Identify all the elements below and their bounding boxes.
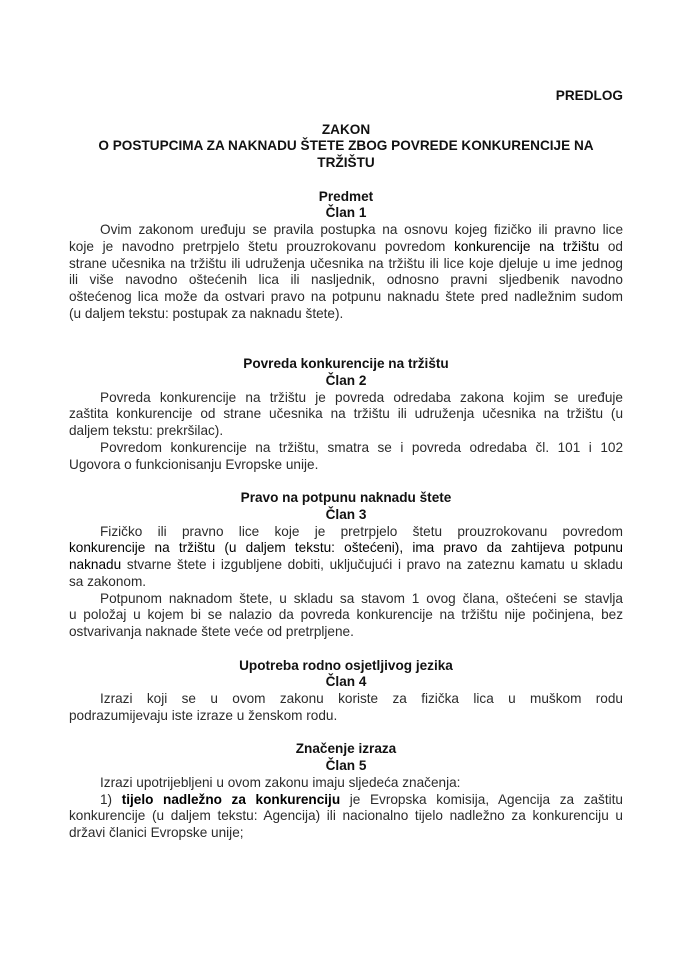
text-line: [69, 624, 623, 641]
text-segment: Izrazi upotrijebljeni u ovom zakonu imaju sljedeća značenja:: [100, 774, 461, 790]
text-line: [69, 457, 623, 474]
article: [69, 741, 623, 842]
text-segment: Povredom konkurencije na tržištu, smatra se i povreda odredaba čl. 101 i 102: [100, 439, 623, 455]
text-segment: Potpunom naknadom štete, u skladu sa stavom 1 ovog člana, oštećeni se stavlja: [100, 590, 623, 606]
text-segment: oštećenog lica može da ostvari pravo na potpunu naknadu štete pred nadležnim sudom: [69, 289, 623, 304]
spacer: [69, 641, 623, 658]
text-line: [69, 557, 623, 574]
text-line: [69, 574, 623, 591]
article-heading: Upotreba rodno osjetljivog jezika: [239, 657, 453, 673]
spacer: [69, 725, 623, 742]
article-number: Član 1: [325, 205, 367, 221]
article: [69, 356, 623, 473]
text-line: [69, 691, 623, 708]
paragraph: [69, 591, 623, 641]
text-line: [69, 423, 623, 440]
article: [69, 189, 623, 323]
text-line: [69, 306, 623, 323]
defined-term: tijelo nadležno za konkurenciju: [121, 791, 341, 807]
text-segment: (u daljem tekstu: postupak za naknadu štete).: [69, 305, 344, 321]
paragraph: [69, 691, 623, 725]
text-segment: ostvarivanja naknade štete veće od pretrpljene.: [69, 624, 354, 639]
text-segment: ili više navodno oštećenih lica ili nasljednik, odnosno pravni sljedbenik navodno: [69, 272, 623, 288]
text-segment: konkurencije (u daljem tekstu: Agencija) ili nacionalno tijelo nadležno za konkurenciju u: [69, 808, 623, 824]
paragraph: [69, 390, 623, 440]
article-number: Član 2: [325, 372, 367, 388]
text-segment: naknadu: [69, 557, 122, 572]
spacer: [69, 473, 623, 490]
article-heading: Značenje izraza: [295, 741, 397, 757]
spacer: [69, 323, 623, 340]
text-line: [69, 289, 623, 306]
spacer: [69, 339, 623, 356]
article-number: Član 5: [325, 758, 367, 773]
text-segment: Ovim zakonom uređuju se pravila postupka na osnovu kojeg fizičko ili pravno lice: [100, 222, 623, 237]
articles: [69, 172, 623, 842]
text-line: [69, 792, 623, 809]
text-line: [69, 256, 623, 273]
law-title-line: TRŽIŠTU: [317, 155, 375, 170]
paragraph: [69, 524, 623, 591]
text-segment: konkurencije na tržištu: [454, 238, 600, 254]
text-segment: podrazumijevaju iste izraze u ženskom rodu.: [69, 707, 338, 723]
paragraph: [69, 775, 623, 792]
article-heading: Predmet: [318, 188, 374, 204]
article: [69, 658, 623, 725]
document-page: [69, 88, 623, 842]
proposal-label: PREDLOG: [555, 88, 623, 103]
text-line: [69, 390, 623, 407]
article: [69, 490, 623, 641]
text-line: [69, 607, 623, 624]
text-segment: u položaj u kojem bi se nalazio da povreda konkurencije na tržištu nije počinjena, bez: [69, 607, 623, 623]
text-line: [69, 524, 623, 541]
text-line: [69, 406, 623, 423]
text-line: [69, 540, 623, 557]
law-title-line: O POSTUPCIMA ZA NAKNADU ŠTETE ZBOG POVREDE KONKURENCIJE NA: [98, 138, 594, 154]
text-segment: stvarne štete i izgubljene dobiti, uključujući i pravo na zateznu kamatu u skladu: [121, 557, 623, 572]
text-segment: od: [599, 238, 623, 254]
text-segment: konkurencije na tržištu (u daljem tekstu: oštećeni), ima pravo da zahtijeva potpunu: [69, 540, 623, 556]
paragraph: [69, 440, 623, 474]
text-line: [69, 708, 623, 725]
text-segment: strane učesnika na tržištu ili udruženja učesnika na tržištu ili lice koje djeluje u ime jednog: [69, 255, 623, 271]
text-line: [69, 440, 623, 457]
article-heading: Povreda konkurencije na tržištu: [243, 356, 449, 371]
law-title-line: ZAKON: [321, 121, 371, 137]
text-segment: je Evropska komisija, Agencija za zaštitu: [340, 791, 623, 807]
text-segment: 1): [100, 791, 122, 807]
text-line: [69, 825, 623, 842]
text-segment: Fizičko ili pravno lice koje je pretrpjelo štetu prouzrokovanu povredom: [100, 523, 623, 539]
text-segment: koje je navodno pretrpjelo štetu prouzrokovanu povredom: [69, 238, 455, 254]
article-number: Član 3: [325, 506, 367, 522]
text-segment: zaštita konkurencije od strane učesnika na tržištu ili udruženja učesnika na tržištu (u: [69, 406, 623, 422]
spacer: [69, 172, 623, 189]
text-line: [69, 775, 623, 792]
text-segment: Ugovora o funkcionisanju Evropske unije.: [69, 456, 319, 472]
text-segment: Izrazi koji se u ovom zakonu koriste za fizička lica u muškom rodu: [100, 691, 623, 706]
paragraph: [69, 222, 623, 323]
text-line: [69, 808, 623, 825]
article-heading: Pravo na potpunu naknadu štete: [240, 490, 452, 505]
text-line: [69, 591, 623, 608]
paragraph: [69, 792, 623, 842]
text-segment: Povreda konkurencije na tržištu je povreda odredaba zakona kojim se uređuje: [100, 389, 623, 405]
text-segment: državi članici Evropske unije;: [69, 825, 244, 840]
article-number: Član 4: [325, 674, 367, 690]
text-segment: daljem tekstu: prekršilac).: [69, 423, 224, 438]
text-line: [69, 239, 623, 256]
text-line: [69, 222, 623, 239]
text-segment: sa zakonom.: [69, 573, 147, 589]
spacer: [69, 105, 623, 122]
text-line: [69, 272, 623, 289]
